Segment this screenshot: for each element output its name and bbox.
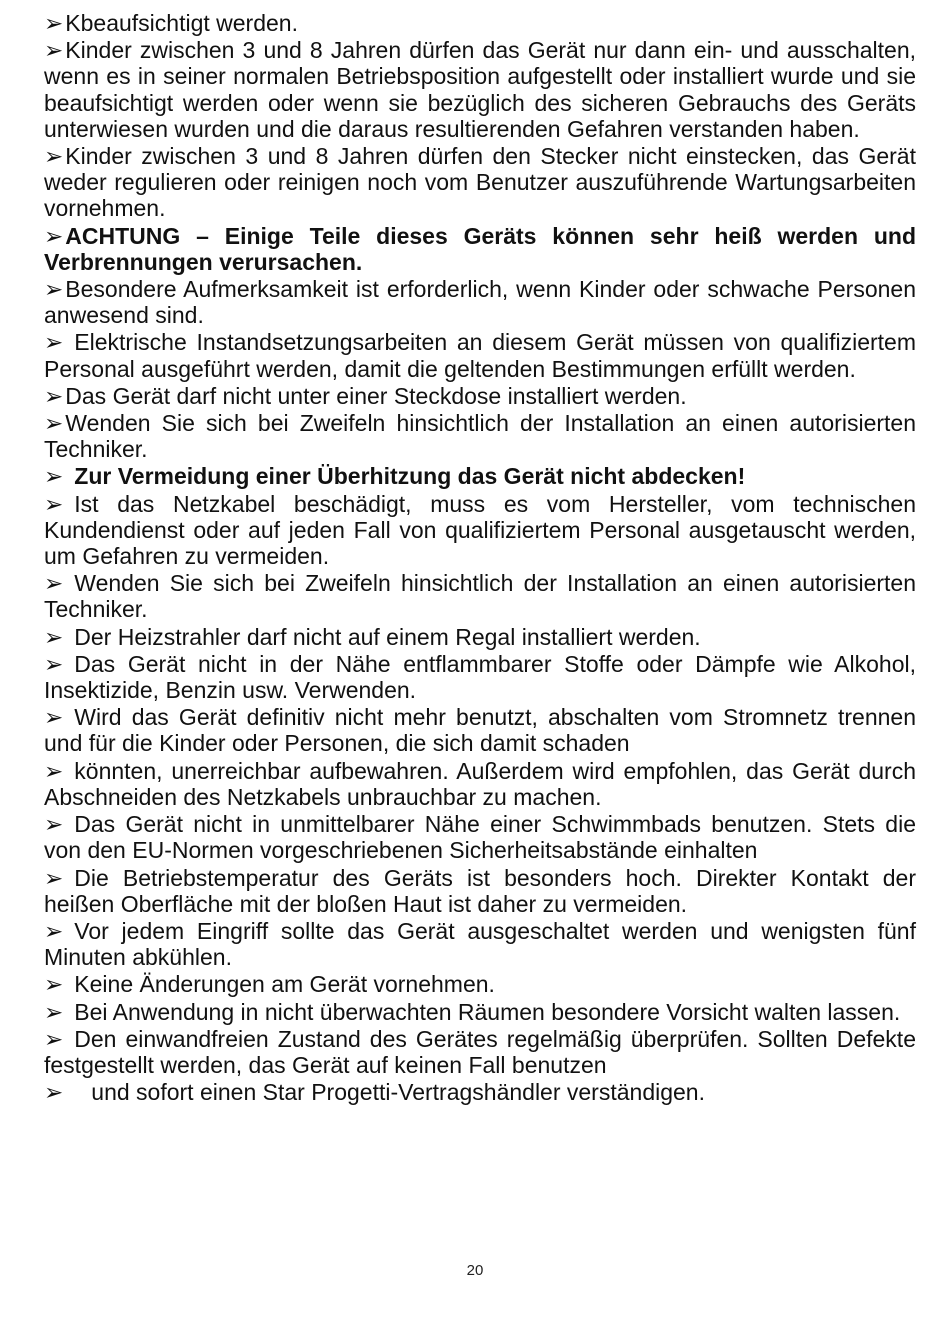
list-item	[44, 570, 916, 622]
list-item-text: Die Betriebstemperatur des Geräts ist besonders hoch. Direkter Kontakt der heißen Oberfläche mit der bloßen Haut ist daher zu vermeiden.	[44, 864, 916, 917]
list-item-text: Bei Anwendung in nicht überwachten Räumen besondere Vorsicht walten lassen.	[74, 998, 901, 1025]
list-item-text: Wenden Sie sich bei Zweifeln hinsichtlich der Installation an einen autorisierten Techniker.	[44, 570, 916, 623]
list-item	[44, 491, 916, 570]
list-item	[44, 918, 916, 970]
list-item	[44, 624, 916, 650]
arrow-bullet-icon: ➢	[44, 329, 64, 356]
list-item	[44, 383, 916, 409]
list-item-text: Besondere Aufmerksamkeit ist erforderlich, wenn Kinder oder schwache Personen anwesend sind.	[44, 276, 916, 329]
list-item-text: Den einwandfreien Zustand des Gerätes regelmäßig überprüfen. Sollten Defekte festgestellt werden, das Gerät auf keinen Fall benutzen	[44, 1025, 916, 1078]
arrow-bullet-icon: ➢	[44, 917, 64, 944]
list-item-text: könnten, unerreichbar aufbewahren. Außerdem wird empfohlen, das Gerät durch Abschneiden des Netzkabels unbrauchbar zu machen.	[44, 757, 916, 810]
arrow-bullet-icon: ➢	[44, 757, 64, 784]
list-item-text: Wird das Gerät definitiv nicht mehr benutzt, abschalten vom Stromnetz trennen und für die Kinder oder Personen, die sich damit schaden	[44, 704, 916, 757]
list-item	[44, 37, 916, 142]
list-item-text: Zur Vermeidung einer Überhitzung das Gerät nicht abdecken!	[74, 463, 746, 490]
arrow-bullet-icon: ➢	[44, 463, 64, 490]
list-item-text: Wenden Sie sich bei Zweifeln hinsichtlich der Installation an einen autorisierten Techniker.	[44, 410, 916, 463]
arrow-bullet-icon: ➢	[44, 222, 64, 249]
arrow-bullet-icon: ➢	[44, 811, 64, 838]
list-item	[44, 143, 916, 222]
list-item	[44, 971, 916, 997]
arrow-bullet-icon: ➢	[44, 490, 64, 517]
arrow-bullet-icon: ➢	[44, 276, 64, 303]
safety-instructions-list	[44, 10, 916, 1106]
arrow-bullet-icon: ➢	[44, 998, 64, 1025]
list-item	[44, 276, 916, 328]
list-item	[44, 811, 916, 863]
arrow-bullet-icon: ➢	[44, 864, 64, 891]
list-item	[44, 758, 916, 810]
list-item-text: und sofort einen Star Progetti-Vertragshändler verständigen.	[91, 1079, 705, 1106]
page-number: 20	[466, 1262, 484, 1279]
list-item	[44, 865, 916, 917]
arrow-bullet-icon: ➢	[44, 382, 64, 409]
list-item-text: Der Heizstrahler darf nicht auf einem Regal installiert werden.	[74, 623, 701, 650]
arrow-bullet-icon: ➢	[44, 971, 64, 998]
list-item	[44, 329, 916, 381]
list-item	[44, 223, 916, 275]
list-item-text: Keine Änderungen am Gerät vornehmen.	[74, 971, 495, 998]
list-item-text: Das Gerät darf nicht unter einer Steckdose installiert werden.	[65, 382, 687, 409]
arrow-bullet-icon: ➢	[44, 143, 64, 170]
list-item	[44, 651, 916, 703]
list-item-text: ACHTUNG – Einige Teile dieses Geräts können sehr heiß werden und Verbrennungen verursachen.	[44, 222, 916, 275]
arrow-bullet-icon: ➢	[44, 704, 64, 731]
list-item-text: Das Gerät nicht in der Nähe entflammbarer Stoffe oder Dämpfe wie Alkohol, Insektizide, Benzin usw. Verwenden.	[44, 650, 916, 704]
list-item-text: Kinder zwischen 3 und 8 Jahren dürfen den Stecker nicht einstecken, das Gerät weder regulieren oder reinigen noch vom Benutzer auszuführende Wartungsarbeiten vornehmen.	[44, 143, 916, 222]
arrow-bullet-icon: ➢	[44, 650, 64, 677]
list-item	[44, 410, 916, 462]
list-item-text: Kbeaufsichtigt werden.	[65, 10, 298, 36]
arrow-bullet-icon: ➢	[44, 410, 64, 437]
arrow-bullet-icon: ➢	[44, 1025, 64, 1052]
list-item	[44, 704, 916, 756]
list-item-text: Ist das Netzkabel beschädigt, muss es vom Hersteller, vom technischen Kundendienst oder auf jeden Fall von qualifiziertem Personal ausgetauscht werden, um Gefahren zu vermeiden.	[44, 490, 916, 570]
list-item	[44, 10, 916, 36]
list-item	[44, 1079, 916, 1105]
arrow-bullet-icon: ➢	[44, 1079, 64, 1106]
list-item-text: Elektrische Instandsetzungsarbeiten an diesem Gerät müssen von qualifiziertem Personal ausgeführt werden, damit die geltenden Bestimmungen erfüllt werden.	[44, 329, 916, 382]
list-item-text: Kinder zwischen 3 und 8 Jahren dürfen das Gerät nur dann ein- und ausschalten, wenn es in seiner normalen Betriebsposition aufgestellt oder installiert wurde und sie beaufsichtigt werden oder wenn sie bezüglich des sicheren Gebrauchs des Geräts unterwiesen wurden und die daraus resultierenden Gefahren verstanden haben.	[44, 37, 916, 142]
list-item	[44, 1026, 916, 1078]
list-item-text: Vor jedem Eingriff sollte das Gerät ausgeschaltet werden und wenigsten fünf Minuten abkühlen.	[44, 917, 916, 971]
arrow-bullet-icon: ➢	[44, 10, 64, 36]
list-item	[44, 463, 916, 489]
arrow-bullet-icon: ➢	[44, 623, 64, 650]
arrow-bullet-icon: ➢	[44, 37, 64, 64]
list-item-text: Das Gerät nicht in unmittelbarer Nähe einer Schwimmbads benutzen. Stets die von den EU-Normen vorgeschriebenen Sicherheitsabstände einhalten	[44, 811, 916, 864]
arrow-bullet-icon: ➢	[44, 570, 64, 597]
list-item	[44, 999, 916, 1025]
